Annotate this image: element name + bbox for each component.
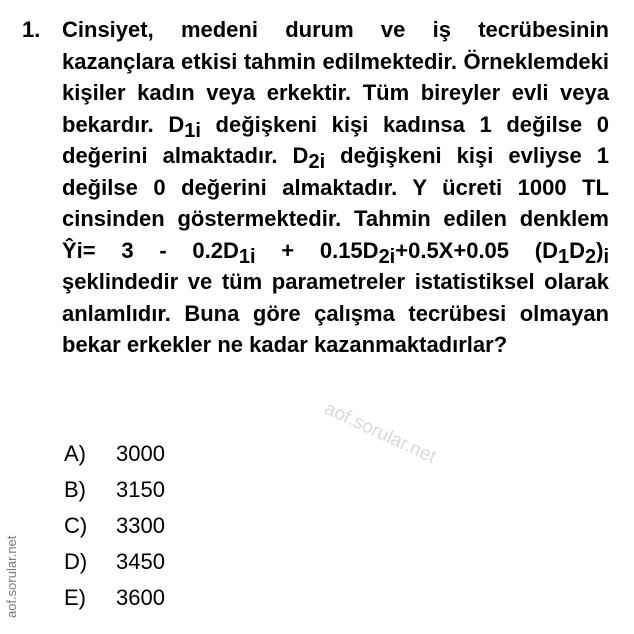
- option-e[interactable]: [64, 583, 165, 613]
- watermark-side: aof.sorular.net: [4, 535, 19, 618]
- subscript: 1: [557, 245, 570, 268]
- question-text-part: +0.5X+0.05 (D: [395, 237, 558, 263]
- subscript: 2i: [378, 245, 396, 268]
- option-c[interactable]: [64, 511, 165, 541]
- option-letter: C): [64, 513, 88, 538]
- subscript: 2: [584, 245, 597, 268]
- subscript: i: [603, 245, 609, 268]
- question-text-part: şeklindedir ve tüm parametreler istatistiksel olarak anlamlıdır. Buna göre çalışma tecrübesi olmayan bekar erkekler ne kadar kazanmaktadırlar?: [62, 269, 609, 357]
- option-d[interactable]: [64, 547, 165, 577]
- watermark-diagonal: aof.sorular.net: [321, 398, 440, 468]
- question-text-part: değişkeni kişi evliyse 1 değilse 0 değerini almaktadır. Y ücreti 1000 TL cinsinden göstermektedir. Tahmin edilen denklem Ŷi= 3 - 0.2D: [62, 143, 610, 263]
- question-number: 1.: [22, 17, 41, 42]
- option-a[interactable]: [64, 439, 165, 469]
- option-value: 3150: [116, 477, 165, 502]
- option-value: 3300: [116, 513, 165, 538]
- question-text-part: değişkeni kişi kadınsa 1 değilse 0 değerini almaktadır. D: [62, 111, 610, 168]
- option-letter: E): [64, 585, 86, 610]
- option-value: 3450: [116, 549, 165, 574]
- question-text-part: + 0.15D: [255, 237, 379, 263]
- subscript: 2i: [308, 151, 326, 173]
- question-text-part: ): [596, 237, 604, 263]
- option-letter: B): [64, 477, 86, 502]
- option-b[interactable]: [64, 475, 165, 505]
- option-letter: A): [64, 441, 86, 466]
- option-value: 3000: [116, 441, 165, 466]
- question-text-part: Cinsiyet, medeni durum ve iş tecrübesinin kazançlara etkisi tahmin edilmektedir. Örneklemdeki kişiler kadın veya erkektir. Tüm bireyler evli veya bekardır. D: [62, 17, 609, 137]
- option-value: 3600: [116, 585, 165, 610]
- subscript: 1i: [184, 119, 201, 142]
- option-letter: D): [64, 549, 88, 574]
- question-text: [62, 14, 609, 361]
- question-text-part: D: [569, 237, 585, 263]
- subscript: 1i: [238, 245, 256, 268]
